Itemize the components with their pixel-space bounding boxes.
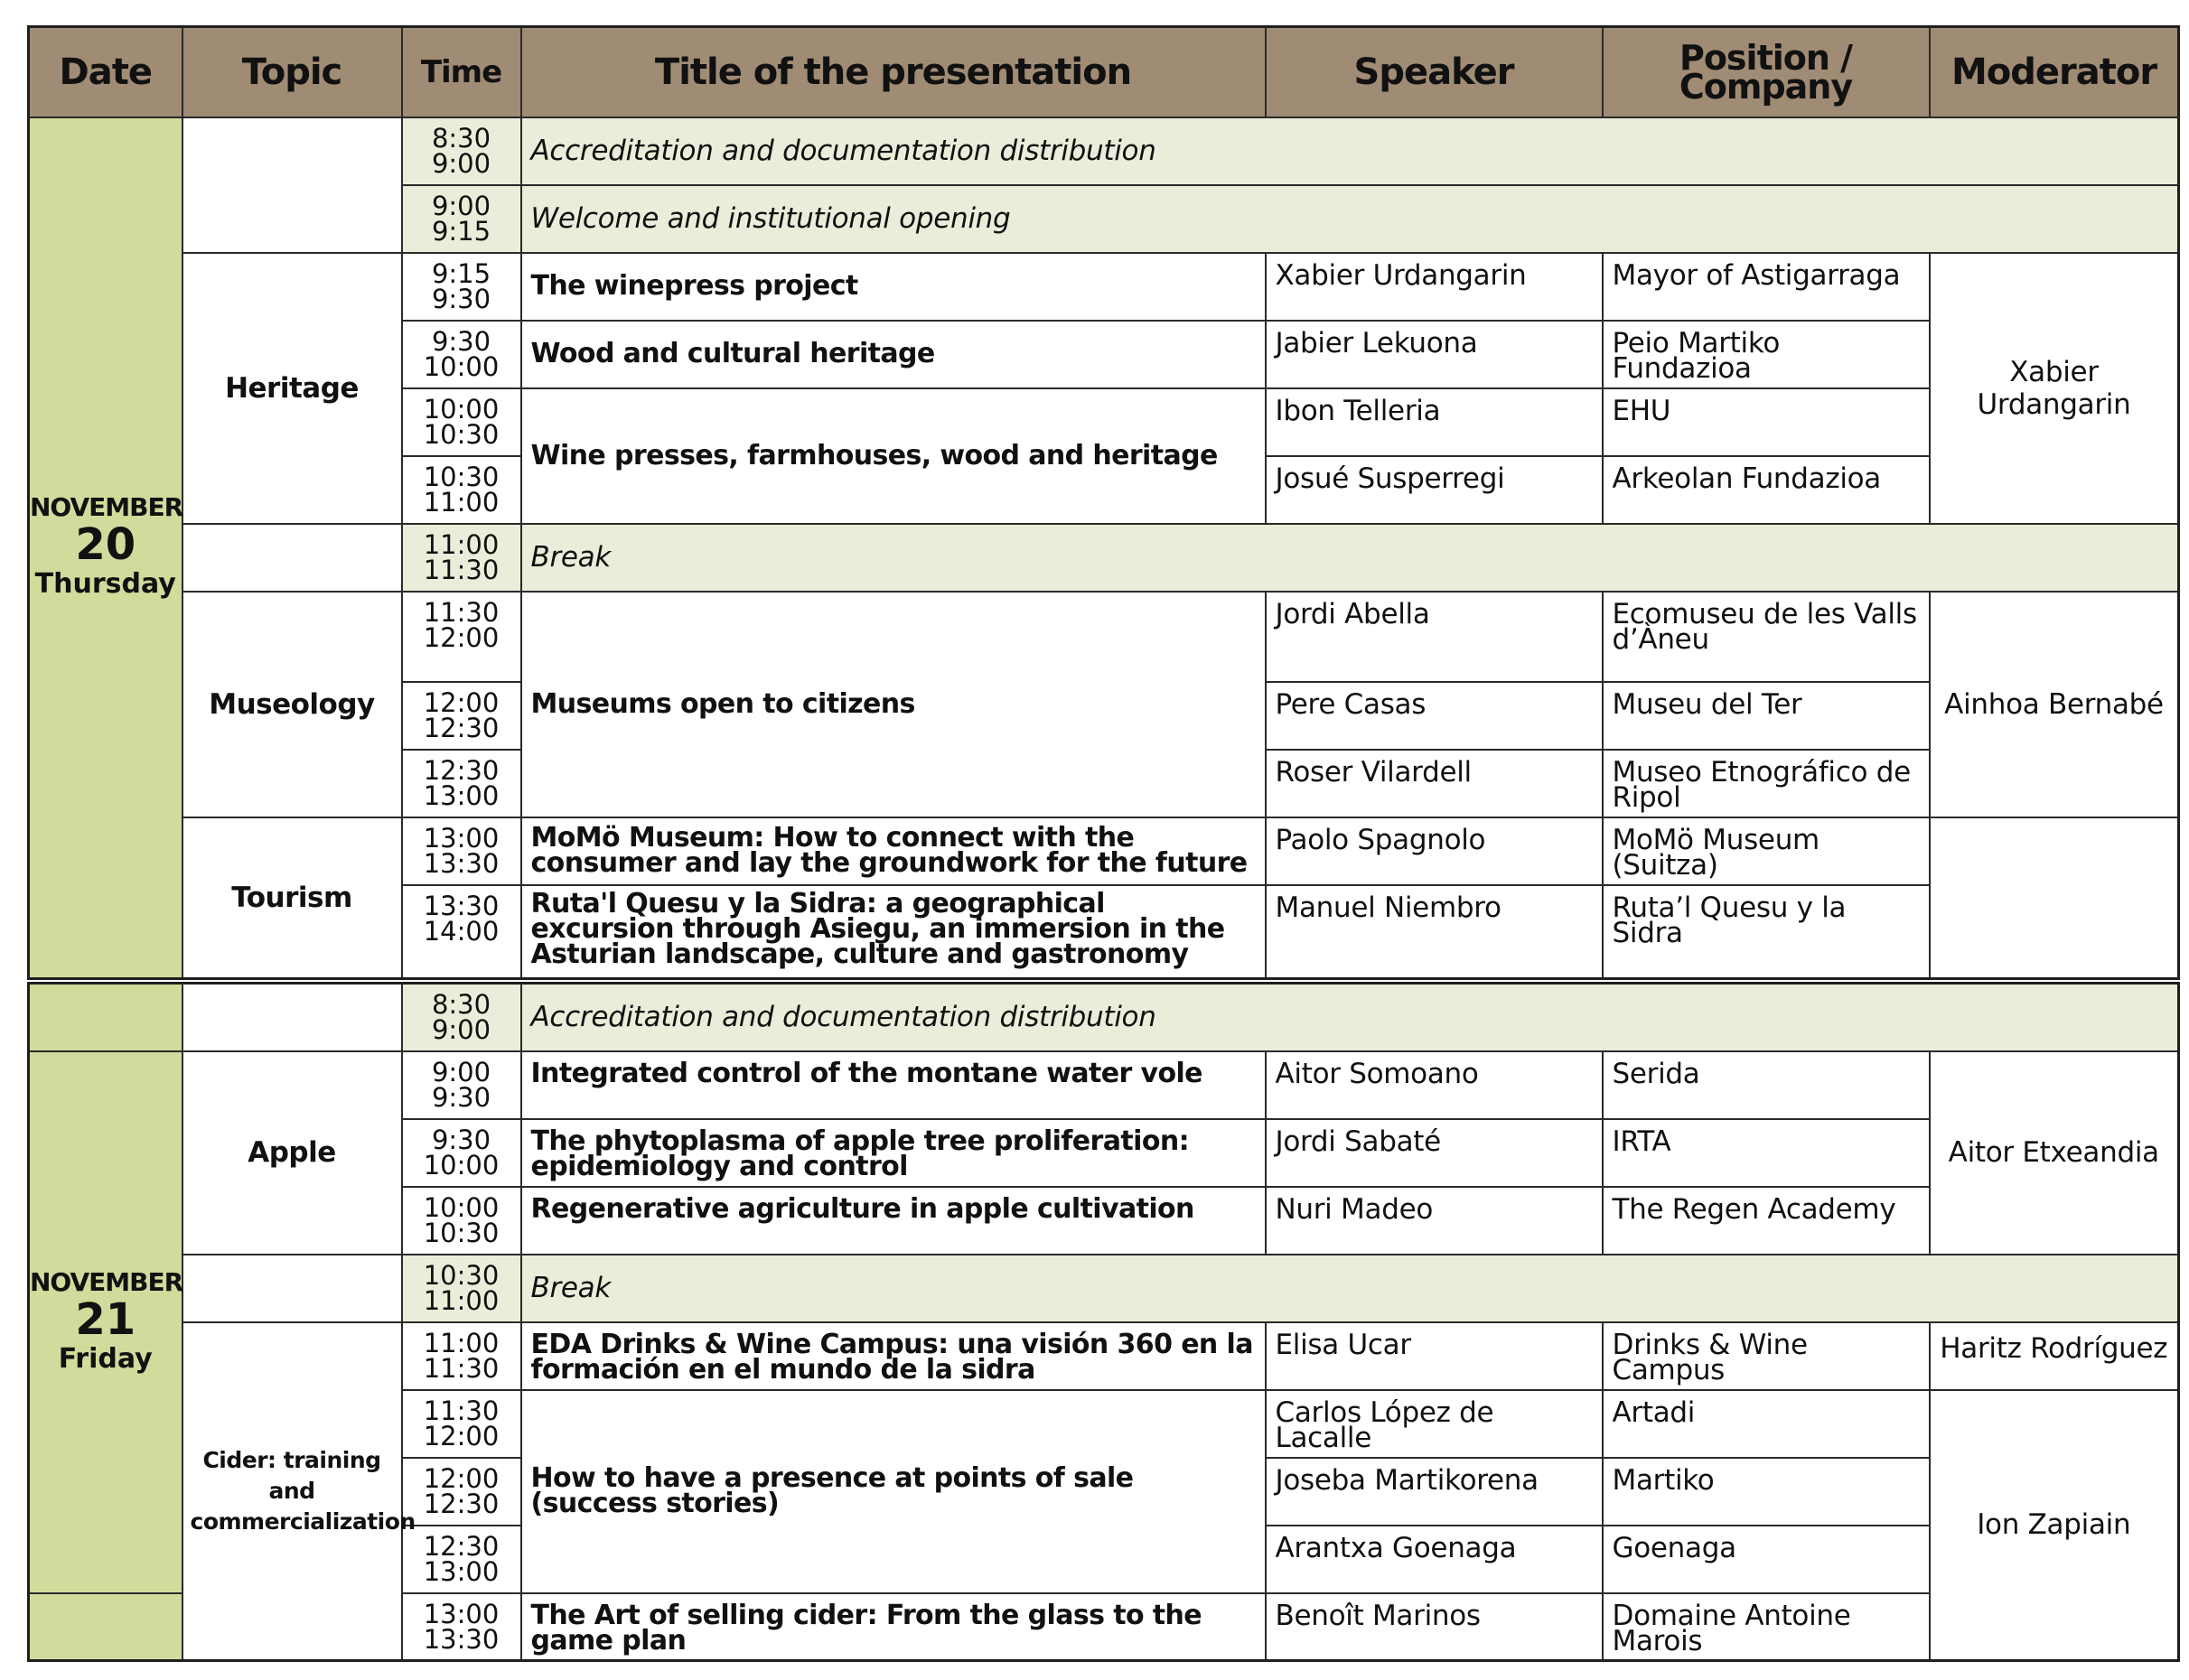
time-cell: 9:30 10:00 (402, 321, 521, 388)
header-date: Date (29, 27, 182, 117)
presentation-title: Wine presses, farmhouses, wood and heritage (521, 388, 1266, 524)
company-cell: Martiko (1603, 1458, 1930, 1526)
company-cell: Mayor of Astigarraga (1603, 253, 1930, 321)
speaker-cell: Joseba Martikorena (1266, 1458, 1603, 1526)
date-cell-blank (29, 984, 182, 1051)
moderator-cell: Aitor Etxeandia (1930, 1051, 2179, 1255)
company-cell: EHU (1603, 388, 1930, 456)
topic-empty (182, 984, 402, 1051)
presentation-title: Regenerative agriculture in apple cultivation (521, 1187, 1266, 1255)
time-cell: 10:30 11:00 (402, 1255, 521, 1322)
time-cell: 10:00 10:30 (402, 1187, 521, 1255)
header-moderator: Moderator (1930, 27, 2179, 117)
presentation-title: The phytoplasma of apple tree proliferation: epidemiology and control (521, 1119, 1266, 1187)
time-cell: 12:30 13:00 (402, 750, 521, 817)
speaker-cell: Xabier Urdangarin (1266, 253, 1603, 321)
time-cell: 11:30 12:00 (402, 1390, 521, 1458)
time-cell: 11:00 11:30 (402, 1322, 521, 1390)
time-cell: 12:00 12:30 (402, 682, 521, 750)
time-cell: 10:30 11:00 (402, 456, 521, 524)
topic-apple: Apple (182, 1051, 402, 1255)
time-cell: 8:30 9:00 (402, 984, 521, 1051)
presentation-title: Integrated control of the montane water vole (521, 1051, 1266, 1119)
date-day: 20 (75, 519, 136, 571)
presentation-title: Ruta'l Quesu y la Sidra: a geographical excursion through Asiegu, an immersion in the Asturian landscape, culture and gastronomy (521, 885, 1266, 979)
schedule-table-day1 (27, 25, 2180, 980)
session-title: Break (521, 524, 2179, 592)
session-title: Accreditation and documentation distribution (521, 984, 2179, 1051)
speaker-cell: Benoît Marinos (1266, 1593, 1603, 1661)
company-cell: Drinks & Wine Campus (1603, 1322, 1930, 1390)
speaker-cell: Ibon Telleria (1266, 388, 1603, 456)
topic-tourism: Tourism (182, 817, 402, 979)
topic-empty (182, 524, 402, 592)
company-cell: The Regen Academy (1603, 1187, 1930, 1255)
table-row (29, 592, 2179, 682)
time-cell: 10:00 10:30 (402, 388, 521, 456)
speaker-cell: Arantxa Goenaga (1266, 1526, 1603, 1593)
date-month: NOVEMBER (30, 492, 183, 523)
speaker-cell: Carlos López de Lacalle (1266, 1390, 1603, 1458)
presentation-title: The winepress project (521, 253, 1266, 321)
company-cell: Goenaga (1603, 1526, 1930, 1593)
header-title: Title of the presentation (521, 27, 1266, 117)
speaker-cell: Roser Vilardell (1266, 750, 1603, 817)
company-cell: Serida (1603, 1051, 1930, 1119)
company-cell: Peio Martiko Fundazioa (1603, 321, 1930, 388)
header-position: Position / Company (1603, 27, 1930, 117)
header-time: Time (402, 27, 521, 117)
company-cell: Museu del Ter (1603, 682, 1930, 750)
session-title: Accreditation and documentation distribution (521, 117, 2179, 185)
speaker-cell: Manuel Niembro (1266, 885, 1603, 979)
table-row (29, 117, 2179, 185)
time-cell: 11:00 11:30 (402, 524, 521, 592)
topic-museology: Museology (182, 592, 402, 817)
presentation-title: Museums open to citizens (521, 592, 1266, 817)
time-cell: 13:00 13:30 (402, 1593, 521, 1661)
date-weekday: Friday (58, 1342, 153, 1375)
time-cell: 8:30 9:00 (402, 117, 521, 185)
speaker-cell: Jordi Sabaté (1266, 1119, 1603, 1187)
table-row (29, 1051, 2179, 1119)
presentation-title: EDA Drinks & Wine Campus: una visión 360 en la formación en el mundo de la sidra (521, 1322, 1266, 1390)
date-weekday: Thursday (34, 568, 176, 601)
date-day: 21 (75, 1293, 136, 1345)
header-row (29, 27, 2179, 117)
topic-cider: Cider: training and commercialization (182, 1322, 402, 1661)
time-cell: 9:15 9:30 (402, 253, 521, 321)
moderator-cell: Ion Zapiain (1930, 1390, 2179, 1661)
speaker-cell: Jordi Abella (1266, 592, 1603, 682)
table-row (29, 1255, 2179, 1322)
company-cell: Ruta’l Quesu y la Sidra (1603, 885, 1930, 979)
date-cell (29, 117, 182, 979)
moderator-cell: Xabier Urdangarin (1930, 253, 2179, 524)
time-cell: 12:00 12:30 (402, 1458, 521, 1526)
moderator-cell: Haritz Rodríguez (1930, 1322, 2179, 1390)
speaker-cell: Paolo Spagnolo (1266, 817, 1603, 885)
date-month: NOVEMBER (30, 1266, 183, 1297)
time-cell: 13:30 14:00 (402, 885, 521, 979)
speaker-cell: Jabier Lekuona (1266, 321, 1603, 388)
date-cell-blank (29, 1593, 182, 1661)
presentation-title: How to have a presence at points of sale (success stories) (521, 1390, 1266, 1593)
company-cell: Museo Etnográfico de Ripol (1603, 750, 1930, 817)
speaker-cell: Elisa Ucar (1266, 1322, 1603, 1390)
company-cell: Ecomuseu de les Valls d’Àneu (1603, 592, 1930, 682)
table-row (29, 1322, 2179, 1390)
time-cell: 11:30 12:00 (402, 592, 521, 682)
speaker-cell: Pere Casas (1266, 682, 1603, 750)
time-cell: 12:30 13:00 (402, 1526, 521, 1593)
speaker-cell: Aitor Somoano (1266, 1051, 1603, 1119)
time-cell: 13:00 13:30 (402, 817, 521, 885)
header-topic: Topic (182, 27, 402, 117)
speaker-cell: Josué Susperregi (1266, 456, 1603, 524)
schedule-table-day2 (27, 982, 2180, 1662)
topic-empty (182, 117, 402, 253)
session-title: Break (521, 1255, 2179, 1322)
presentation-title: The Art of selling cider: From the glass to the game plan (521, 1593, 1266, 1661)
table-row (29, 524, 2179, 592)
table-row (29, 253, 2179, 321)
date-cell (29, 1051, 182, 1593)
header-speaker: Speaker (1266, 27, 1603, 117)
session-title: Welcome and institutional opening (521, 185, 2179, 253)
time-cell: 9:00 9:15 (402, 185, 521, 253)
company-cell: Artadi (1603, 1390, 1930, 1458)
topic-heritage: Heritage (182, 253, 402, 524)
speaker-cell: Nuri Madeo (1266, 1187, 1603, 1255)
time-cell: 9:30 10:00 (402, 1119, 521, 1187)
company-cell: Domaine Antoine Marois (1603, 1593, 1930, 1661)
presentation-title: MoMö Museum: How to connect with the consumer and lay the groundwork for the future (521, 817, 1266, 885)
company-cell: IRTA (1603, 1119, 1930, 1187)
topic-empty (182, 1255, 402, 1322)
presentation-title: Wood and cultural heritage (521, 321, 1266, 388)
table-row (29, 817, 2179, 885)
moderator-empty (1930, 817, 2179, 979)
company-cell: Arkeolan Fundazioa (1603, 456, 1930, 524)
company-cell: MoMö Museum (Suitza) (1603, 817, 1930, 885)
table-row (29, 984, 2179, 1051)
moderator-cell: Ainhoa Bernabé (1930, 592, 2179, 817)
time-cell: 9:00 9:30 (402, 1051, 521, 1119)
